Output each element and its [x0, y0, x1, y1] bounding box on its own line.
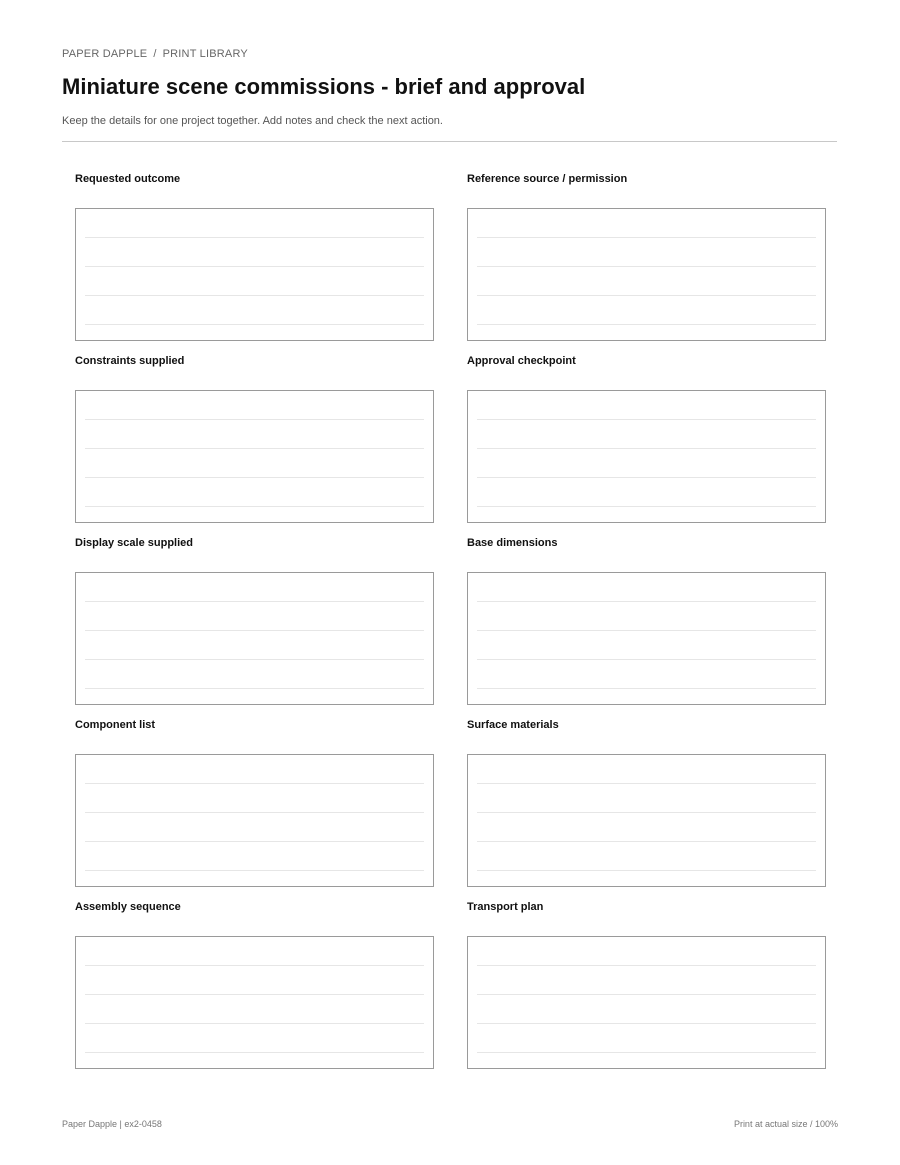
ruled-line — [85, 1052, 424, 1053]
ruled-line — [85, 477, 424, 478]
ruled-line — [477, 630, 816, 631]
ruled-line — [85, 419, 424, 420]
notes-box[interactable] — [75, 208, 434, 341]
footer-print-note: Print at actual size / 100% — [733, 1119, 838, 1129]
ruled-line — [85, 812, 424, 813]
field-label: Surface materials — [467, 719, 559, 731]
ruled-line — [477, 688, 816, 689]
notes-box[interactable] — [75, 390, 434, 523]
field-label: Base dimensions — [467, 537, 558, 549]
ruled-line — [477, 237, 816, 238]
ruled-line — [85, 266, 424, 267]
ruled-line — [85, 783, 424, 784]
field-label: Reference source / permission — [467, 173, 628, 185]
ruled-line — [85, 1023, 424, 1024]
notes-box[interactable] — [75, 754, 434, 887]
page-title: Miniature scene commissions - brief and approval — [62, 74, 586, 99]
ruled-line — [85, 295, 424, 296]
notes-box[interactable] — [467, 390, 826, 523]
ruled-line — [477, 295, 816, 296]
notes-box[interactable] — [467, 208, 826, 341]
ruled-line — [477, 506, 816, 507]
ruled-line — [477, 994, 816, 995]
field-label: Requested outcome — [75, 173, 181, 185]
ruled-line — [85, 688, 424, 689]
ruled-line — [477, 659, 816, 660]
ruled-line — [85, 841, 424, 842]
ruled-line — [85, 324, 424, 325]
ruled-line — [85, 870, 424, 871]
notes-box[interactable] — [467, 754, 826, 887]
field-label: Assembly sequence — [75, 901, 181, 913]
ruled-line — [477, 448, 816, 449]
breadcrumb-brand: PAPER DAPPLE — [62, 48, 148, 60]
field-label: Approval checkpoint — [467, 355, 576, 367]
ruled-line — [477, 419, 816, 420]
ruled-line — [85, 237, 424, 238]
breadcrumb-separator: / — [153, 48, 157, 60]
ruled-line — [477, 812, 816, 813]
field-label: Component list — [75, 719, 156, 731]
header-divider — [62, 141, 837, 142]
ruled-line — [477, 841, 816, 842]
ruled-line — [85, 601, 424, 602]
ruled-line — [477, 965, 816, 966]
ruled-line — [85, 659, 424, 660]
footer-document-id: Paper Dapple | ex2-0458 — [62, 1119, 162, 1129]
page-subtitle: Keep the details for one project together. Add notes and check the next action. — [62, 115, 443, 127]
ruled-line — [477, 870, 816, 871]
ruled-line — [477, 266, 816, 267]
field-label: Display scale supplied — [75, 537, 193, 549]
ruled-line — [85, 506, 424, 507]
notes-box[interactable] — [75, 572, 434, 705]
ruled-line — [477, 601, 816, 602]
breadcrumb-section: PRINT LIBRARY — [162, 48, 248, 60]
notes-box[interactable] — [75, 936, 434, 1069]
ruled-line — [477, 783, 816, 784]
notes-box[interactable] — [467, 936, 826, 1069]
ruled-line — [477, 324, 816, 325]
ruled-line — [85, 630, 424, 631]
breadcrumb — [62, 48, 248, 60]
notes-box[interactable] — [467, 572, 826, 705]
field-label: Constraints supplied — [75, 355, 185, 367]
ruled-line — [85, 994, 424, 995]
ruled-line — [477, 477, 816, 478]
ruled-line — [477, 1023, 816, 1024]
ruled-line — [85, 448, 424, 449]
field-label: Transport plan — [467, 901, 544, 913]
ruled-line — [477, 1052, 816, 1053]
ruled-line — [85, 965, 424, 966]
